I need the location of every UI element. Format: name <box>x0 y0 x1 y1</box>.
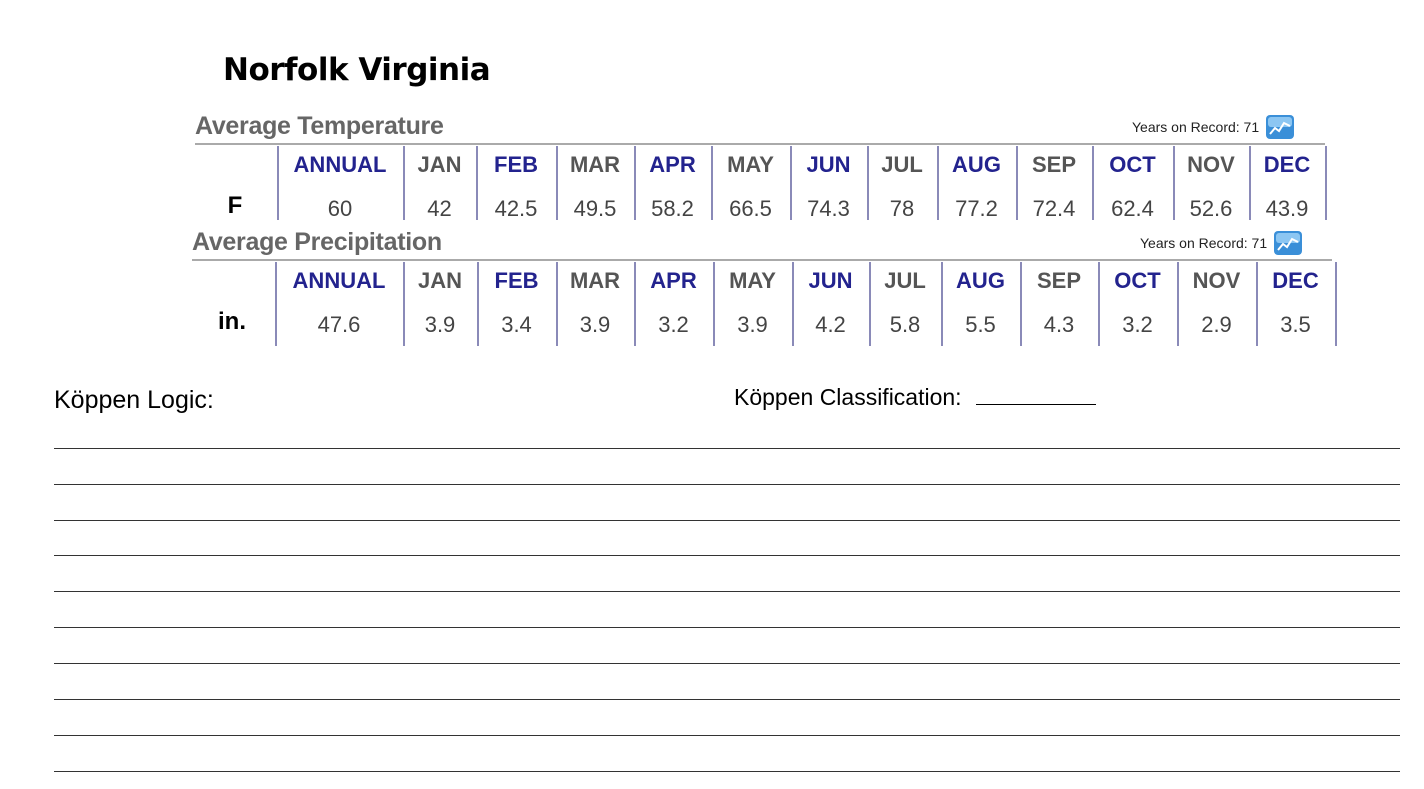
precipitation-years-on-record: Years on Record: 71 <box>1140 228 1303 258</box>
temperature-heading: Average Temperature <box>195 112 444 140</box>
value-cell-apr: 58.2 <box>651 196 694 221</box>
value-cell-jul: 78 <box>889 196 915 221</box>
answer-line[interactable] <box>54 591 1400 592</box>
value-cell-aug: 5.5 <box>965 312 996 337</box>
header-cell-aug: AUG <box>956 268 1005 293</box>
value-cell-annual: 60 <box>327 196 353 221</box>
precipitation-heading: Average Precipitation <box>192 228 442 256</box>
koppen-classification-label: Köppen Classification: <box>734 384 962 410</box>
header-cell-oct: OCT <box>1109 152 1156 177</box>
value-cell-feb: 42.5 <box>494 196 538 221</box>
answer-line[interactable] <box>54 555 1400 556</box>
value-cell-annual: 47.6 <box>317 312 361 337</box>
header-cell-jul: JUL <box>881 152 923 177</box>
koppen-classification-blank[interactable] <box>976 384 1096 405</box>
koppen-logic-label: Köppen Logic: <box>54 386 214 414</box>
value-cell-oct: 3.2 <box>1122 312 1153 337</box>
page-title: Norfolk Virginia <box>223 52 491 88</box>
value-cell-jul: 5.8 <box>889 312 921 337</box>
header-cell-jan: JAN <box>417 152 462 177</box>
chart-icon[interactable] <box>1273 228 1303 258</box>
header-cell-jun: JUN <box>806 152 851 177</box>
value-cell-may: 66.5 <box>729 196 772 221</box>
koppen-classification <box>734 384 1096 411</box>
precipitation-heading-rule <box>192 259 1332 261</box>
value-cell-aug: 77.2 <box>955 196 998 221</box>
precipitation-unit: in. <box>218 308 246 335</box>
value-cell-sep: 72.4 <box>1032 196 1076 221</box>
header-cell-feb: FEB <box>494 152 538 177</box>
value-cell-nov: 52.6 <box>1189 196 1233 221</box>
header-cell-annual: ANNUAL <box>292 268 386 293</box>
header-cell-may: MAY <box>727 152 774 177</box>
value-cell-dec: 3.5 <box>1280 312 1311 337</box>
answer-line[interactable] <box>54 699 1400 700</box>
answer-line[interactable] <box>54 771 1400 772</box>
header-cell-mar: MAR <box>569 152 621 177</box>
answer-line[interactable] <box>54 735 1400 736</box>
value-cell-dec: 43.9 <box>1265 196 1309 221</box>
header-cell-nov: NOV <box>1192 268 1241 293</box>
value-cell-apr: 3.2 <box>658 312 689 337</box>
temperature-years-on-record: Years on Record: 71 <box>1132 112 1295 142</box>
header-cell-dec: DEC <box>1272 268 1319 293</box>
value-cell-jun: 4.2 <box>815 312 846 337</box>
answer-line[interactable] <box>54 484 1400 485</box>
answer-line[interactable] <box>54 448 1400 449</box>
header-cell-apr: APR <box>650 268 697 293</box>
value-cell-jan: 42 <box>427 196 452 221</box>
header-cell-annual: ANNUAL <box>293 152 387 177</box>
header-cell-may: MAY <box>729 268 776 293</box>
table-divider <box>1335 262 1337 346</box>
header-cell-mar: MAR <box>569 268 621 293</box>
header-cell-feb: FEB <box>494 268 539 293</box>
header-cell-apr: APR <box>649 152 696 177</box>
value-cell-jun: 74.3 <box>807 196 850 221</box>
answer-line[interactable] <box>54 627 1400 628</box>
answer-line[interactable] <box>54 663 1400 664</box>
header-cell-sep: SEP <box>1031 152 1077 177</box>
header-cell-aug: AUG <box>952 152 1001 177</box>
value-cell-sep: 4.3 <box>1043 312 1075 337</box>
header-cell-jan: JAN <box>417 268 462 293</box>
header-cell-sep: SEP <box>1036 268 1082 293</box>
value-cell-mar: 3.9 <box>579 312 611 337</box>
header-cell-dec: DEC <box>1263 152 1311 177</box>
value-cell-nov: 2.9 <box>1201 312 1232 337</box>
value-cell-oct: 62.4 <box>1111 196 1154 221</box>
header-cell-oct: OCT <box>1114 268 1161 293</box>
header-cell-jul: JUL <box>884 268 926 293</box>
header-cell-nov: NOV <box>1187 152 1235 177</box>
temperature-unit: F <box>227 192 243 219</box>
value-cell-jan: 3.9 <box>424 312 456 337</box>
chart-icon[interactable] <box>1265 112 1295 142</box>
table-divider <box>1325 146 1327 220</box>
value-cell-mar: 49.5 <box>573 196 617 221</box>
temperature-heading-rule <box>195 143 1325 145</box>
header-cell-jun: JUN <box>808 268 853 293</box>
answer-line[interactable] <box>54 520 1400 521</box>
value-cell-may: 3.9 <box>737 312 768 337</box>
value-cell-feb: 3.4 <box>501 312 532 337</box>
